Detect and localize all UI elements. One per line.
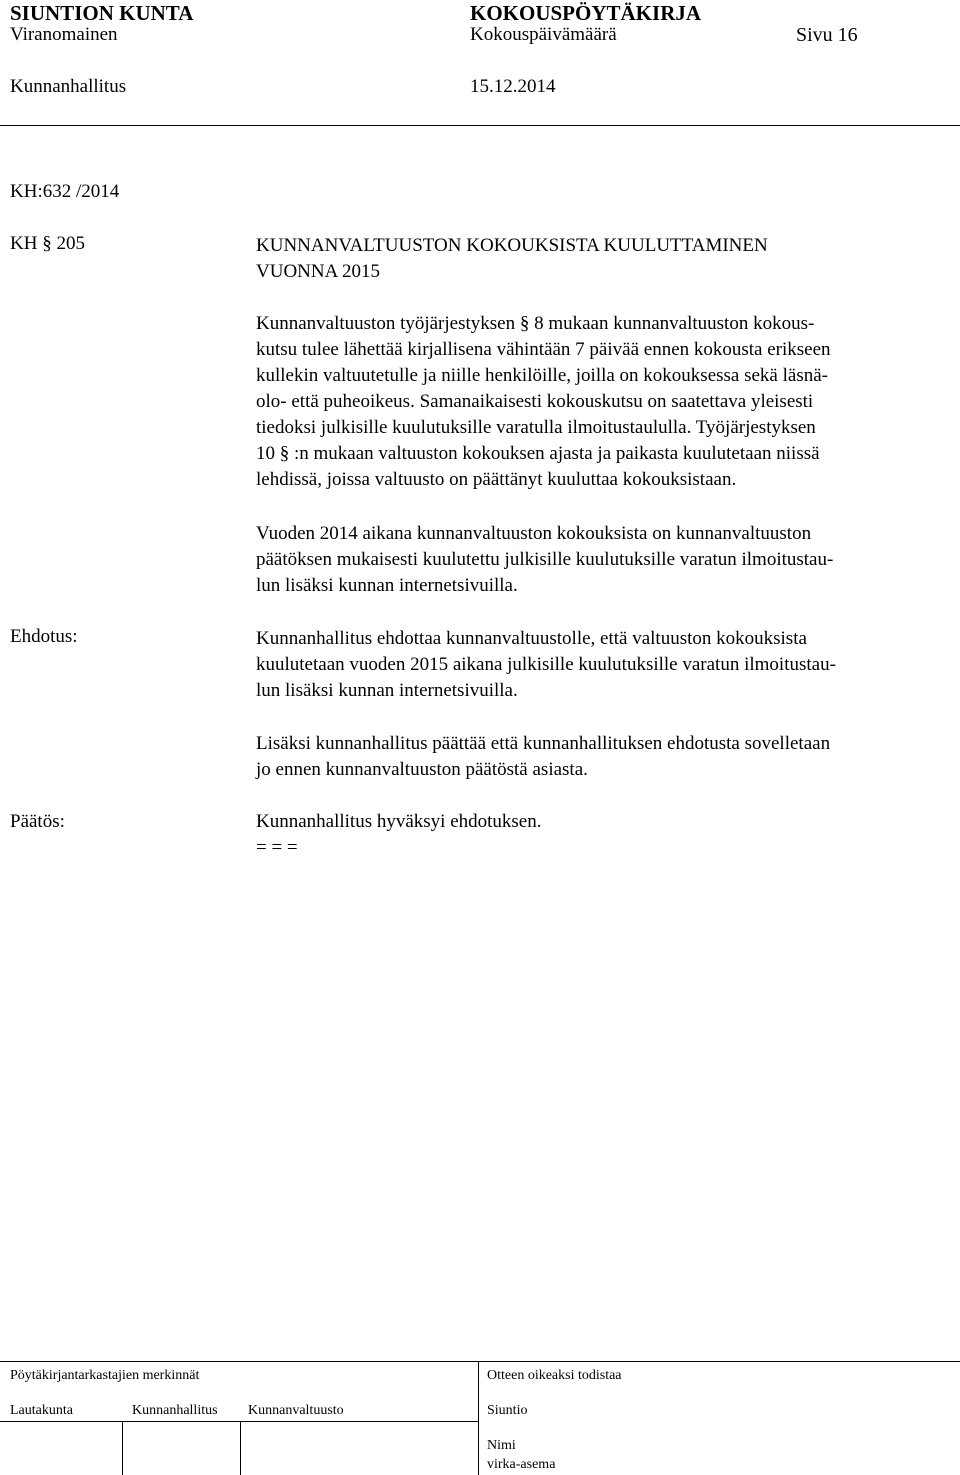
text-line: päätöksen mukaisesti kuulutettu julkisille kuulutuksille varatun ilmoitustau- <box>256 549 834 570</box>
checkers-label: Pöytäkirjantarkastajien merkinnät <box>10 1368 200 1383</box>
paragraph-history <box>256 521 956 599</box>
footer-col-lautakunta: Lautakunta <box>10 1403 73 1418</box>
text-line: jo ennen kunnanvaltuuston päätöstä asiasta. <box>256 759 588 780</box>
footer-col-kunnanhallitus: Kunnanhallitus <box>132 1403 218 1418</box>
footer-top-divider <box>0 1361 960 1362</box>
paragraph-decision <box>256 809 956 861</box>
document-type: KOKOUSPÖYTÄKIRJA <box>470 1 702 25</box>
decision-label: Päätös: <box>10 811 65 832</box>
paragraph-proposal <box>256 626 956 704</box>
text-line: Vuoden 2014 aikana kunnanvaltuuston kokouksista on kunnanvaltuuston <box>256 523 812 544</box>
text-line: lun lisäksi kunnan internetsivuilla. <box>256 575 518 596</box>
header-divider <box>0 125 960 126</box>
text-line: Kunnanvaltuuston työjärjestyksen § 8 mukaan kunnanvaltuuston kokous- <box>256 313 815 334</box>
section-title-line: VUONNA 2015 <box>256 261 381 282</box>
text-line: kutsu tulee lähettää kirjallisena vähintään 7 päivää ennen kokousta erikseen <box>256 339 831 360</box>
footer-place: Siuntio <box>487 1403 528 1418</box>
paragraph-additional <box>256 731 956 783</box>
org-name: SIUNTION KUNTA <box>10 1 194 25</box>
footer-col-divider-1 <box>122 1421 123 1475</box>
case-reference: KH:632 /2014 <box>10 181 120 202</box>
end-mark: = = = <box>256 837 298 858</box>
text-line: olo- että puheoikeus. Samanaikaisesti kokouskutsu on saatettava yleisesti <box>256 391 814 412</box>
footer-col-divider-2 <box>240 1421 241 1475</box>
text-line: lun lisäksi kunnan internetsivuilla. <box>256 680 518 701</box>
paragraph-background <box>256 311 956 493</box>
certified-label: Otteen oikeaksi todistaa <box>487 1368 622 1383</box>
text-line: lehdissä, joissa valtuusto on päättänyt kuuluttaa kokouksistaan. <box>256 469 737 490</box>
text-line: 10 § :n mukaan valtuuston kokouksen ajasta ja paikasta kuulutetaan niissä <box>256 443 820 464</box>
text-line: kuulutetaan vuoden 2015 aikana julkisille kuulutuksille varatun ilmoitustau- <box>256 654 836 675</box>
date-label: Kokouspäivämäärä <box>470 24 617 45</box>
footer-col-kunnanvaltuusto: Kunnanvaltuusto <box>248 1403 344 1418</box>
text-line: tiedoksi julkisille kuulutuksille varatulla ilmoitustaululla. Työjärjestyksen <box>256 417 816 438</box>
authority-name: Kunnanhallitus <box>10 76 127 97</box>
section-title <box>256 233 768 285</box>
decision-text: Kunnanhallitus hyväksyi ehdotuksen. <box>256 811 542 832</box>
text-line: Kunnanhallitus ehdottaa kunnanvaltuustolle, että valtuuston kokouksista <box>256 628 807 649</box>
footer-position-label: virka-asema <box>487 1457 556 1472</box>
footer-name-label: Nimi <box>487 1438 516 1453</box>
text-line: Lisäksi kunnanhallitus päättää että kunnanhallituksen ehdotusta sovelletaan <box>256 733 831 754</box>
meeting-date: 15.12.2014 <box>470 76 556 97</box>
section-title-line: KUNNANVALTUUSTON KOKOUKSISTA KUULUTTAMINEN <box>256 235 768 256</box>
proposal-label: Ehdotus: <box>10 626 78 647</box>
footer-center-divider <box>478 1361 479 1475</box>
text-line: kullekin valtuutetulle ja niille henkilöille, joilla on kokouksessa sekä läsnä- <box>256 365 828 386</box>
authority-label: Viranomainen <box>10 24 118 45</box>
footer-row-divider <box>0 1421 478 1422</box>
page-number: Sivu 16 <box>796 24 858 46</box>
section-number: KH § 205 <box>10 233 85 254</box>
